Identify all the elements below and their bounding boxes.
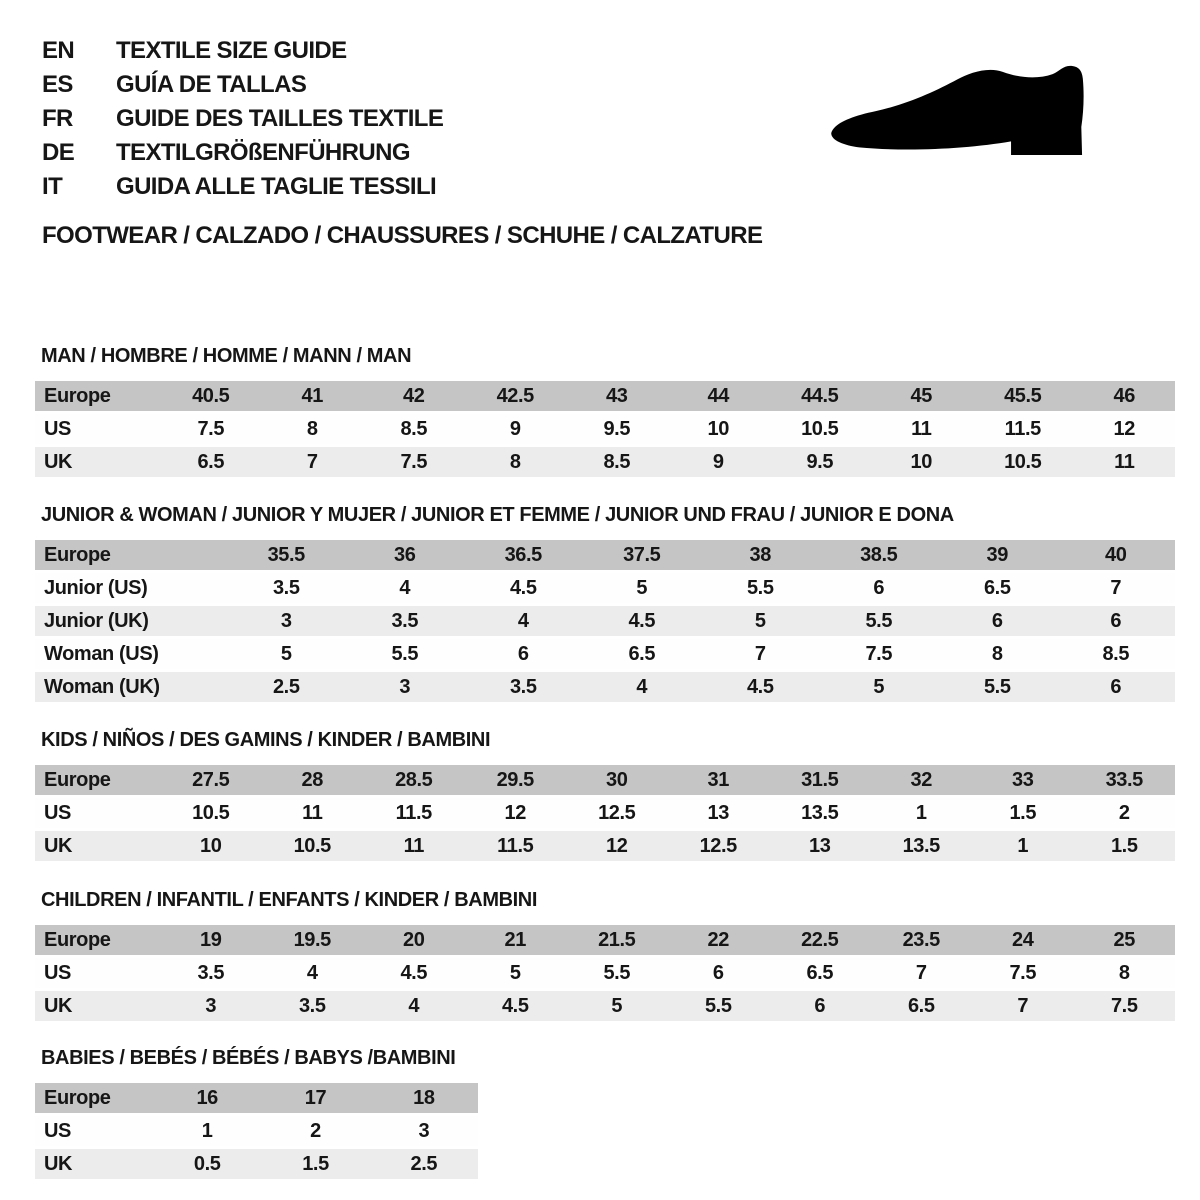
size-cell: 4.5 bbox=[400, 961, 428, 984]
section-heading-junior-woman: JUNIOR & WOMAN / JUNIOR Y MUJER / JUNIOR ET FEMME / JUNIOR UND FRAU / JUNIOR E DONA bbox=[41, 504, 954, 526]
size-cell: 12 bbox=[504, 801, 526, 824]
section-heading-man: MAN / HOMBRE / HOMME / MANN / MAN bbox=[41, 345, 412, 367]
size-cell: 40.5 bbox=[192, 384, 230, 407]
size-cell: 36.5 bbox=[504, 543, 542, 566]
size-cell: 8.5 bbox=[603, 450, 631, 473]
size-cell: 4 bbox=[636, 675, 648, 698]
size-cell: 23.5 bbox=[902, 928, 940, 951]
size-cell: 17 bbox=[304, 1086, 327, 1109]
language-row bbox=[42, 68, 443, 102]
size-cell: 43 bbox=[606, 384, 628, 407]
table-row bbox=[35, 672, 1175, 702]
language-title: TEXTILE SIZE GUIDE bbox=[116, 37, 347, 64]
size-cell: 5.5 bbox=[704, 994, 732, 1017]
section-kids bbox=[35, 729, 1175, 864]
size-cell: 28 bbox=[301, 768, 323, 791]
size-cell: 28.5 bbox=[395, 768, 433, 791]
size-cell: 12.5 bbox=[699, 834, 737, 857]
size-cell: 1 bbox=[201, 1119, 213, 1142]
size-cell: 11 bbox=[911, 417, 932, 440]
size-cell: 25 bbox=[1113, 928, 1135, 951]
size-cell: 19.5 bbox=[293, 928, 331, 951]
size-cell: 7 bbox=[754, 642, 766, 665]
size-cell: 2.5 bbox=[272, 675, 300, 698]
size-cell: 21 bbox=[504, 928, 526, 951]
size-cell: 12 bbox=[606, 834, 628, 857]
row-label: Europe bbox=[44, 1086, 111, 1109]
size-table-man bbox=[35, 381, 1175, 477]
row-label: US bbox=[44, 1119, 71, 1142]
size-cell: 6.5 bbox=[907, 994, 935, 1017]
language-row bbox=[42, 34, 443, 68]
size-cell: 44 bbox=[707, 384, 729, 407]
language-row bbox=[42, 136, 443, 170]
size-cell: 3.5 bbox=[391, 609, 419, 632]
section-junior-woman bbox=[35, 504, 1175, 705]
language-title: GUIDA ALLE TAGLIE TESSILI bbox=[116, 173, 437, 200]
row-label: UK bbox=[44, 450, 73, 473]
row-label: Europe bbox=[44, 928, 111, 951]
size-cell: 11.5 bbox=[395, 801, 432, 824]
language-code: ES bbox=[42, 71, 73, 98]
size-cell: 35.5 bbox=[267, 543, 305, 566]
size-cell: 36 bbox=[394, 543, 416, 566]
size-cell: 6 bbox=[873, 576, 885, 599]
size-cell: 10.5 bbox=[801, 417, 839, 440]
size-cell: 7.5 bbox=[1110, 994, 1138, 1017]
section-children bbox=[35, 889, 1175, 1024]
size-cell: 5 bbox=[611, 994, 623, 1017]
size-cell: 5.5 bbox=[603, 961, 631, 984]
size-cell: 4.5 bbox=[746, 675, 774, 698]
size-cell: 0.5 bbox=[193, 1152, 221, 1175]
row-label: UK bbox=[44, 994, 73, 1017]
size-cell: 6.5 bbox=[806, 961, 834, 984]
size-cell: 3 bbox=[280, 609, 292, 632]
size-cell: 3.5 bbox=[509, 675, 537, 698]
table-row bbox=[35, 925, 1175, 955]
size-cell: 5.5 bbox=[391, 642, 419, 665]
size-cell: 32 bbox=[910, 768, 932, 791]
size-table-babies bbox=[35, 1083, 478, 1179]
size-cell: 30 bbox=[606, 768, 628, 791]
size-cell: 5 bbox=[280, 642, 292, 665]
size-cell: 27.5 bbox=[192, 768, 230, 791]
size-cell: 8.5 bbox=[400, 417, 428, 440]
size-cell: 6 bbox=[814, 994, 826, 1017]
table-row bbox=[35, 1083, 478, 1113]
row-label: US bbox=[44, 801, 71, 824]
size-cell: 12 bbox=[1113, 417, 1135, 440]
size-cell: 2.5 bbox=[410, 1152, 438, 1175]
size-cell: 11.5 bbox=[497, 834, 534, 857]
size-cell: 21.5 bbox=[598, 928, 636, 951]
row-label: Junior (UK) bbox=[44, 609, 149, 632]
section-man bbox=[35, 345, 1175, 480]
size-cell: 1 bbox=[915, 801, 927, 824]
size-cell: 22 bbox=[707, 928, 729, 951]
size-cell: 3.5 bbox=[197, 961, 225, 984]
size-cell: 3 bbox=[399, 675, 411, 698]
size-cell: 5.5 bbox=[746, 576, 774, 599]
size-table-kids bbox=[35, 765, 1175, 861]
size-cell: 33 bbox=[1012, 768, 1034, 791]
row-label: UK bbox=[44, 834, 73, 857]
size-cell: 7.5 bbox=[1009, 961, 1037, 984]
row-label: UK bbox=[44, 1152, 73, 1175]
size-cell: 3.5 bbox=[272, 576, 300, 599]
size-cell: 46 bbox=[1113, 384, 1135, 407]
row-label: US bbox=[44, 961, 71, 984]
language-code: FR bbox=[42, 105, 73, 132]
size-cell: 8.5 bbox=[1102, 642, 1130, 665]
size-cell: 1.5 bbox=[302, 1152, 329, 1175]
size-cell: 20 bbox=[403, 928, 425, 951]
size-cell: 1.5 bbox=[1009, 801, 1037, 824]
size-cell: 10 bbox=[200, 834, 222, 857]
table-row bbox=[35, 606, 1175, 636]
table-row bbox=[35, 1116, 478, 1146]
size-cell: 4.5 bbox=[628, 609, 656, 632]
size-cell: 13.5 bbox=[801, 801, 839, 824]
language-code: DE bbox=[42, 139, 75, 166]
size-cell: 4 bbox=[517, 609, 529, 632]
row-label: Europe bbox=[44, 384, 111, 407]
size-cell: 10 bbox=[910, 450, 932, 473]
size-cell: 37.5 bbox=[623, 543, 661, 566]
section-heading-kids: KIDS / NIÑOS / DES GAMINS / KINDER / BAMBINI bbox=[41, 729, 491, 751]
language-title: GUIDE DES TAILLES TEXTILE bbox=[116, 105, 444, 132]
size-cell: 10.5 bbox=[293, 834, 331, 857]
size-cell: 11 bbox=[302, 801, 323, 824]
row-label: Woman (UK) bbox=[44, 675, 160, 698]
size-cell: 6.5 bbox=[628, 642, 656, 665]
size-cell: 19 bbox=[200, 928, 222, 951]
size-cell: 13 bbox=[707, 801, 729, 824]
size-cell: 6 bbox=[991, 609, 1003, 632]
size-table-junior-woman bbox=[35, 540, 1175, 702]
size-cell: 40 bbox=[1105, 543, 1127, 566]
size-cell: 38.5 bbox=[860, 543, 898, 566]
size-table-children bbox=[35, 925, 1175, 1021]
size-cell: 6.5 bbox=[197, 450, 225, 473]
section-heading-babies: BABIES / BEBÉS / BÉBÉS / BABYS /BAMBINI bbox=[41, 1047, 456, 1069]
category-heading: FOOTWEAR / CALZADO / CHAUSSURES / SCHUHE / CALZATURE bbox=[42, 222, 763, 249]
size-cell: 5 bbox=[873, 675, 885, 698]
size-cell: 9 bbox=[509, 417, 521, 440]
size-cell: 7.5 bbox=[865, 642, 893, 665]
size-cell: 16 bbox=[196, 1086, 218, 1109]
size-cell: 6 bbox=[1110, 609, 1122, 632]
size-cell: 5 bbox=[754, 609, 766, 632]
size-cell: 8 bbox=[509, 450, 521, 473]
row-label: Europe bbox=[44, 768, 111, 791]
size-cell: 7 bbox=[306, 450, 318, 473]
size-cell: 2 bbox=[1118, 801, 1130, 824]
table-row bbox=[35, 831, 1175, 861]
language-title: GUÍA DE TALLAS bbox=[116, 71, 307, 98]
size-cell: 4 bbox=[306, 961, 318, 984]
size-cell: 5 bbox=[509, 961, 521, 984]
size-cell: 5 bbox=[636, 576, 648, 599]
size-cell: 9.5 bbox=[603, 417, 631, 440]
size-cell: 9 bbox=[712, 450, 724, 473]
size-cell: 5.5 bbox=[983, 675, 1011, 698]
language-code: EN bbox=[42, 37, 75, 64]
size-cell: 22.5 bbox=[801, 928, 839, 951]
size-cell: 7 bbox=[915, 961, 927, 984]
size-cell: 18 bbox=[413, 1086, 435, 1109]
size-cell: 12.5 bbox=[598, 801, 636, 824]
size-cell: 4 bbox=[399, 576, 411, 599]
row-label: US bbox=[44, 417, 71, 440]
size-cell: 3 bbox=[205, 994, 217, 1017]
size-cell: 6 bbox=[1110, 675, 1122, 698]
size-cell: 3 bbox=[418, 1119, 430, 1142]
size-cell: 6 bbox=[712, 961, 724, 984]
row-label: Junior (US) bbox=[44, 576, 148, 599]
size-cell: 10.5 bbox=[1004, 450, 1042, 473]
size-cell: 11.5 bbox=[1004, 417, 1041, 440]
size-cell: 45 bbox=[910, 384, 932, 407]
size-cell: 7 bbox=[1110, 576, 1122, 599]
size-cell: 41 bbox=[301, 384, 323, 407]
size-cell: 2 bbox=[310, 1119, 321, 1142]
size-cell: 4.5 bbox=[509, 576, 537, 599]
size-cell: 39 bbox=[986, 543, 1008, 566]
table-row bbox=[35, 540, 1175, 570]
dress-shoe-icon bbox=[793, 56, 1149, 192]
size-cell: 6.5 bbox=[983, 576, 1011, 599]
size-cell: 8 bbox=[306, 417, 318, 440]
size-cell: 31.5 bbox=[801, 768, 839, 791]
table-row bbox=[35, 991, 1175, 1021]
row-label: Woman (US) bbox=[44, 642, 159, 665]
size-cell: 38 bbox=[749, 543, 771, 566]
size-cell: 7 bbox=[1017, 994, 1029, 1017]
size-cell: 11 bbox=[1114, 450, 1135, 473]
size-cell: 33.5 bbox=[1105, 768, 1143, 791]
size-cell: 42.5 bbox=[496, 384, 534, 407]
size-cell: 4 bbox=[408, 994, 420, 1017]
language-row bbox=[42, 102, 443, 136]
language-code: IT bbox=[42, 173, 63, 200]
section-babies bbox=[35, 1047, 1175, 1182]
table-row bbox=[35, 414, 1175, 444]
table-row bbox=[35, 381, 1175, 411]
size-cell: 44.5 bbox=[801, 384, 839, 407]
size-cell: 10 bbox=[707, 417, 729, 440]
size-cell: 7.5 bbox=[197, 417, 225, 440]
size-cell: 9.5 bbox=[806, 450, 834, 473]
size-cell: 5.5 bbox=[865, 609, 893, 632]
table-row bbox=[35, 798, 1175, 828]
size-cell: 29.5 bbox=[496, 768, 534, 791]
size-cell: 6 bbox=[517, 642, 529, 665]
size-cell: 8 bbox=[991, 642, 1003, 665]
table-row bbox=[35, 1149, 478, 1179]
size-cell: 8 bbox=[1118, 961, 1130, 984]
size-cell: 13 bbox=[809, 834, 831, 857]
language-title: TEXTILGRÖßENFÜHRUNG bbox=[116, 139, 410, 166]
size-cell: 7.5 bbox=[400, 450, 428, 473]
size-cell: 13.5 bbox=[902, 834, 940, 857]
size-cell: 11 bbox=[403, 834, 424, 857]
size-cell: 24 bbox=[1012, 928, 1034, 951]
size-cell: 1 bbox=[1017, 834, 1029, 857]
size-cell: 45.5 bbox=[1004, 384, 1042, 407]
size-cell: 1.5 bbox=[1110, 834, 1138, 857]
language-title-list bbox=[42, 34, 443, 204]
size-cell: 42 bbox=[403, 384, 425, 407]
table-row bbox=[35, 958, 1175, 988]
size-cell: 3.5 bbox=[298, 994, 326, 1017]
table-row bbox=[35, 765, 1175, 795]
language-row bbox=[42, 170, 443, 204]
size-cell: 10.5 bbox=[192, 801, 230, 824]
size-cell: 31 bbox=[707, 768, 729, 791]
size-cell: 4.5 bbox=[501, 994, 529, 1017]
table-row bbox=[35, 573, 1175, 603]
row-label: Europe bbox=[44, 543, 111, 566]
table-row bbox=[35, 639, 1175, 669]
section-heading-children: CHILDREN / INFANTIL / ENFANTS / KINDER / BAMBINI bbox=[41, 889, 537, 911]
table-row bbox=[35, 447, 1175, 477]
